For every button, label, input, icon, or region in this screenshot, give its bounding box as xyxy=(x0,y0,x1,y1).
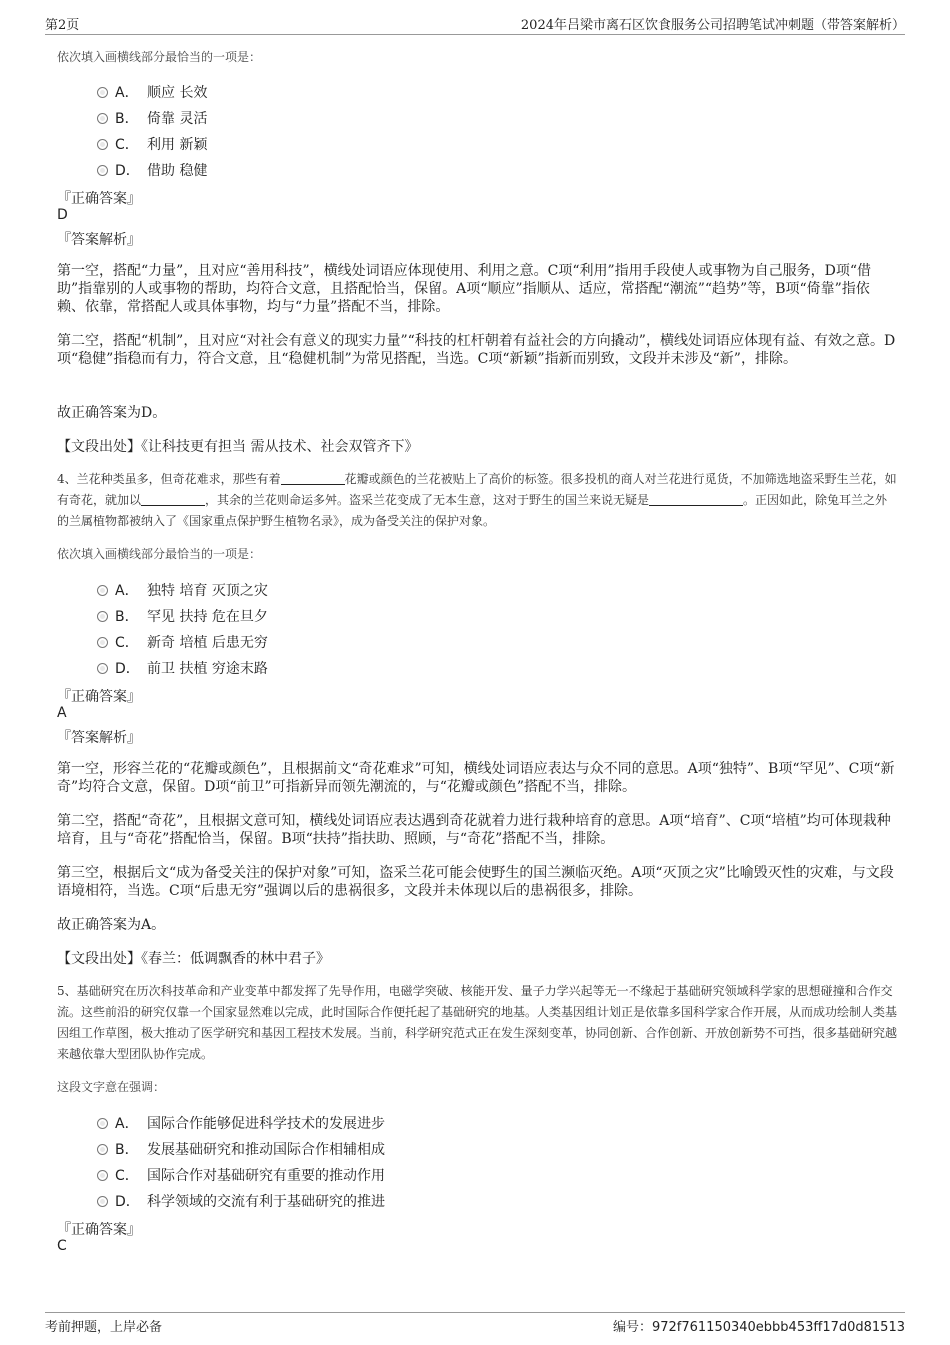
q4-number: 4、 xyxy=(57,472,77,486)
q4-option-c[interactable]: C． 新奇 培植 后患无穷 xyxy=(97,632,268,652)
radio-icon[interactable] xyxy=(97,1118,108,1129)
radio-icon[interactable] xyxy=(97,87,108,98)
q4-analysis-tag: 『答案解析』 xyxy=(57,730,141,746)
q3-analysis-tag: 『答案解析』 xyxy=(57,232,141,248)
radio-icon[interactable] xyxy=(97,611,108,622)
q3-answer-tag: 『正确答案』 xyxy=(57,191,141,207)
q3-option-d[interactable]: D． 借助 稳健 xyxy=(97,160,207,180)
q3-option-a[interactable]: A． 顺应 长效 xyxy=(97,82,207,102)
radio-icon[interactable] xyxy=(97,1196,108,1207)
q5-option-b[interactable]: B． 发展基础研究和推动国际合作相辅相成 xyxy=(97,1139,385,1159)
q4-option-a[interactable]: A． 独特 培育 灭顶之灾 xyxy=(97,580,268,600)
radio-icon[interactable] xyxy=(97,585,108,596)
q3-analysis-1: 第一空，搭配“力量”，且对应“善用科技”，横线处词语应体现使用、利用之意。C项“利用”指用手段使人或事物为自己服务，D项“借助”指靠别的人或事物的帮助，均符合文意，且搭配恰当，保留。A项“顺应”指顺从、适应，常搭配“潮流”“趋势”等，B项“倚靠”指依赖、依靠，常搭配人或具体事物，均与“力量”搭配不当，排除。 xyxy=(57,263,872,315)
q4-conclusion: 故正确答案为A。 xyxy=(57,917,166,933)
q5-answer-tag: 『正确答案』 xyxy=(57,1222,141,1238)
page-header xyxy=(45,14,905,35)
q5-prompt: 这段文字意在强调： xyxy=(57,1080,166,1094)
q4-stem: 4、兰花种类虽多，但奇花难求，那些有着 花瓣或颜色的兰花被贴上了高价的标签。很多投机的商人对兰花进行觅货，不加筛选地盗采野生兰花，如有奇花，就加以 ，其余的兰花则命运多舛。盗采兰花变成了无本生意，这对于野生的国兰来说无疑是 。正因如此，除兔耳兰之外的兰属植物都被纳入了《国家重点保护野生植物名录》，成为备受关注的保护对象。 xyxy=(57,472,897,528)
radio-icon[interactable] xyxy=(97,637,108,648)
q5-option-c[interactable]: C． 国际合作对基础研究有重要的推动作用 xyxy=(97,1165,385,1185)
q4-source: 【文段出处】《春兰：低调飘香的林中君子》 xyxy=(57,951,330,967)
q5-option-d[interactable]: D． 科学领域的交流有利于基础研究的推进 xyxy=(97,1191,385,1211)
q4-answer-tag: 『正确答案』 xyxy=(57,689,141,705)
radio-icon[interactable] xyxy=(97,113,108,124)
q4-analysis-2: 第二空，搭配“奇花”，且根据文意可知，横线处词语应表达遇到奇花就着力进行栽种培育的意思。A项“培育”、C项“培植”均可体现栽种培育，且与“奇花”搭配恰当，保留。B项“扶持”指扶助、照顾，与“奇花”搭配不当，排除。 xyxy=(57,813,891,847)
q3-option-b[interactable]: B． 倚靠 灵活 xyxy=(97,108,207,128)
radio-icon[interactable] xyxy=(97,165,108,176)
blank-2 xyxy=(141,492,205,506)
q3-answer: D xyxy=(57,207,68,223)
q3-prompt: 依次填入画横线部分最恰当的一项是： xyxy=(57,50,262,64)
document-id: 编号：972f761150340ebbb453ff17d0d81513 xyxy=(612,1320,905,1335)
radio-icon[interactable] xyxy=(97,1144,108,1155)
q3-source: 【文段出处】《让科技更有担当 需从技术、社会双管齐下》 xyxy=(57,439,419,455)
radio-icon[interactable] xyxy=(97,139,108,150)
q4-analysis-1: 第一空，形容兰花的“花瓣或颜色”，且根据前文“奇花难求”可知，横线处词语应表达与众不同的意思。A项“独特”、B项“罕见”、C项“新奇”均符合文意，保留。D项“前卫”可指新异而领先潮流的，与“花瓣或颜色”搭配不当，排除。 xyxy=(57,761,895,795)
q4-option-b[interactable]: B． 罕见 扶持 危在旦夕 xyxy=(97,606,268,626)
document-title: 2024年吕梁市离石区饮食服务公司招聘笔试冲刺题（带答案解析） xyxy=(520,18,905,33)
page-footer xyxy=(45,1312,905,1335)
footer-slogan: 考前押题，上岸必备 xyxy=(45,1320,163,1335)
radio-icon[interactable] xyxy=(97,1170,108,1181)
page-number: 第2页 xyxy=(45,18,80,33)
q3-conclusion: 故正确答案为D。 xyxy=(57,405,167,421)
radio-icon[interactable] xyxy=(97,663,108,674)
q4-analysis-3: 第三空，根据后文“成为备受关注的保护对象”可知，盗采兰花可能会使野生的国兰濒临灭绝。A项“灭顶之灾”比喻毁灭性的灾难，与文段语境相符，当选。C项“后患无穷”强调以后的患祸很多，文段并未体现以后的患祸很多，排除。 xyxy=(57,865,894,899)
blank-1 xyxy=(281,471,345,485)
q3-analysis-2: 第二空，搭配“机制”，且对应“对社会有意义的现实力量”“科技的杠杆朝着有益社会的方向撬动”，横线处词语应体现有益、有效之意。D项“稳健”指稳而有力，符合文意，且“稳健机制”为常见搭配，当选。C项“新颖”指新而别致，文段并未涉及“新”，排除。 xyxy=(57,333,896,367)
q3-option-c[interactable]: C． 利用 新颖 xyxy=(97,134,207,154)
q5-stem: 5、基础研究在历次科技革命和产业变革中都发挥了先导作用，电磁学突破、核能开发、量子力学兴起等无一不缘起于基础研究领域科学家的思想碰撞和合作交流。这些前沿的研究仅靠一个国家显然难以完成，此时国际合作便托起了基础研究的地基。人类基因组计划正是依靠多国科学家合作开展，从而成功绘制人类基因组工作草图，极大推动了医学研究和基因工程技术发展。当前，科学研究范式正在发生深刻变革，协同创新、合作创新、开放创新势不可挡，很多基础研究越来越依靠大型团队协作完成。 xyxy=(57,984,898,1061)
q4-answer: A xyxy=(57,705,67,721)
q4-prompt: 依次填入画横线部分最恰当的一项是： xyxy=(57,547,262,561)
q5-answer: C xyxy=(57,1238,67,1254)
blank-3 xyxy=(649,492,743,506)
q4-option-d[interactable]: D． 前卫 扶植 穷途末路 xyxy=(97,658,268,678)
q5-option-a[interactable]: A． 国际合作能够促进科学技术的发展进步 xyxy=(97,1113,385,1133)
